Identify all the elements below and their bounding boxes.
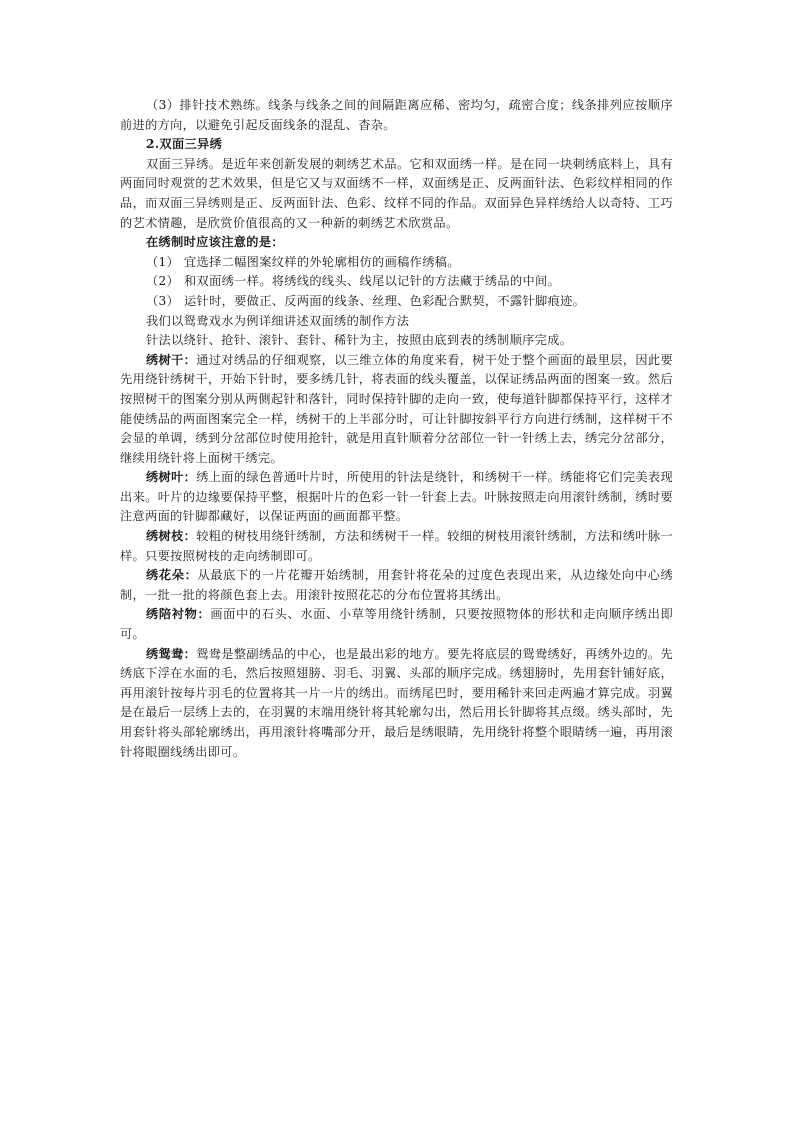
- note-number: （3）: [146, 293, 180, 308]
- part-label: 绣树叶：: [146, 470, 197, 485]
- note-item: [120, 253, 673, 273]
- note-item: [120, 292, 673, 312]
- part-label: 绣树干：: [146, 352, 197, 367]
- example-intro: 我们以鸳鸯戏水为例详细讲述双面绣的制作方法: [146, 313, 410, 328]
- document-page: [120, 96, 673, 762]
- note-text: 和双面绣一样。将绣线的线头、线尾以记针的方法藏于绣品的中间。: [184, 274, 561, 289]
- section-body: 双面三异绣。是近年来创新发展的刺绣艺术品。它和双面绣一样。是在同一块刺绣底料上，具有两面同时观赏的艺术效果，但是它又与双面绣不一样，双面绣是正、反两面针法、色彩纹样相同的作品，而双面三异绣则是正、反两面针法、色彩、纹样不同的作品。双面异色异样绣给人以奇特、工巧的艺术情趣，是欣赏价值很高的又一种新的刺绣艺术欣赏品。: [120, 156, 673, 230]
- note-number: （1）: [146, 254, 180, 269]
- part-label: 绣陪衬物：: [146, 607, 211, 622]
- part-text: 通过对绣品的仔细观察，以三维立体的角度来看，树干处于整个画面的最里层，因此要先用绕针绣树干，开始下针时，要多绣几针，将表面的线头覆盖，以保证绣品两面的图案一致。然后按照树干的图案分别从两侧起针和落针，同时保持针脚的走向一致，使每道针脚都保持平行，这样才能使绣品的两面图案完全一样，绣树干的上半部分时，可让针脚按斜平行方向进行绣制，这样树干不会显的单调，绣到分岔部位时使用抢针，就是用直针顺着分岔部位一针一针绣上去，绣完分岔部分，继续用绕针将上面树干绣完。: [120, 352, 673, 465]
- stitch-intro: 针法以绕针、抢针、滚针、套针、稀针为主，按照由底到表的绣制顺序完成。: [146, 333, 573, 348]
- part-label: 绣树枝：: [146, 529, 197, 544]
- part-paragraph: [120, 351, 673, 469]
- part-label: 绣花朵：: [146, 568, 198, 583]
- section-title: 2.双面三异绣: [146, 137, 223, 152]
- note-number: （2）: [146, 274, 180, 289]
- intro-point-3: （3）排针技术熟练。线条与线条之间的间隔距离应稀、密均匀，疏密合度；线条排列应按顺序前进的方向，以避免引起反面线条的混乱、杳杂。: [120, 98, 673, 132]
- note-text: 运针时，要做正、反两面的线条、丝理、色彩配合默契，不露针脚痕迹。: [184, 293, 586, 308]
- part-paragraph: [120, 566, 673, 605]
- part-label: 绣鸳鸯：: [146, 646, 197, 661]
- note-text: 宜选择二幅图案纹样的外轮廓相仿的画稿作绣稿。: [184, 254, 460, 269]
- part-text: 较粗的树枝用绕针绣制，方法和绣树干一样。较细的树枝用滚针绣制，方法和绣叶脉一样。只要按照树枝的走向绣制即可。: [120, 529, 673, 563]
- notes-title: 在绣制时应该注意的是：: [146, 235, 284, 250]
- part-text: 鸳鸯是整副绣品的中心，也是最出彩的地方。要先将底层的鸳鸯绣好，再绣外边的。先绣底下浮在水面的毛，然后按照翅膀、羽毛、羽翼、头部的顺序完成。绣翅膀时，先用套针铺好底，再用滚针按每片羽毛的位置将其一片一片的绣出。而绣尾巴时，要用稀针来回走两遍才算完成。羽翼是在最后一层绣上去的，在羽翼的末端用绕针将其轮廓勾出，然后用长针脚将其点缀。绣头部时，先用套针将头部轮廓绣出，再用滚针将嘴部分开，最后是绣眼睛，先用绕针将整个眼睛绣一遍，再用滚针将眼圈线绣出即可。: [120, 646, 673, 759]
- part-paragraph: [120, 527, 673, 566]
- note-item: [120, 272, 673, 292]
- part-text: 从最底下的一片花瓣开始绣制，用套针将花朵的过度色表现出来，从边缘处向中心绣制，一批一批的将颜色套上去。用滚针按照花芯的分布位置将其绣出。: [120, 568, 673, 602]
- part-text: 绣上面的绿色普通叶片时，所使用的针法是绕针，和绣树干一样。绣能将它们完美表现出来。叶片的边缘要保持平整，根据叶片的色彩一针一针套上去。叶脉按照走向用滚针绣制，绣时要注意两面的针脚都藏好，以保证两面的画面都平整。: [120, 470, 673, 524]
- part-paragraph: [120, 468, 673, 527]
- part-paragraph: [120, 645, 673, 763]
- part-text: 画面中的石头、水面、小草等用绕针绣制，只要按照物体的形状和走向顺序绣出即可。: [120, 607, 673, 642]
- part-paragraph: [120, 605, 673, 644]
